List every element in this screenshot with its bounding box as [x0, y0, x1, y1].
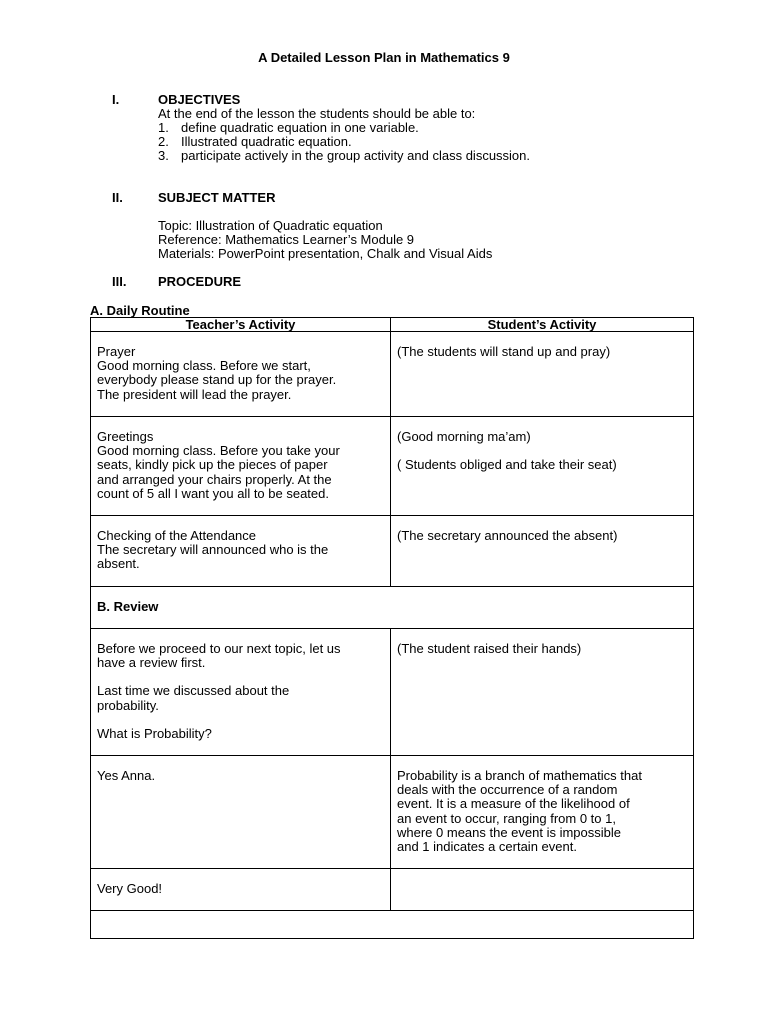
table-row — [91, 417, 694, 516]
prayer-teacher-cell — [91, 332, 391, 417]
objectives-intro: At the end of the lesson the students should be able to: — [158, 106, 476, 121]
very-good-student-cell — [391, 869, 694, 911]
prayer-text: everybody please stand up for the prayer. — [97, 372, 337, 388]
greetings-text: Good morning class. Before you take your — [97, 443, 340, 459]
review-text: have a review first. — [97, 655, 206, 671]
review-question: What is Probability? — [97, 725, 212, 741]
review-text: Last time we discussed about the — [97, 683, 290, 699]
probability-definition: event. It is a measure of the likelihood of — [397, 796, 630, 812]
prayer-label: Prayer — [97, 344, 136, 359]
prayer-text: Good morning class. Before we start, — [97, 358, 311, 374]
greetings-response: ( Students obliged and take their seat) — [397, 457, 617, 473]
review-section-label: B. Review — [91, 587, 694, 629]
procedure-numeral: III. — [112, 274, 127, 289]
anna-student-cell — [391, 756, 694, 869]
attendance-student-cell — [391, 516, 694, 587]
probability-definition: an event to occur, ranging from 0 to 1, — [397, 810, 616, 826]
prayer-text: The president will lead the prayer. — [97, 386, 292, 402]
probability-definition: where 0 means the event is impossible — [397, 824, 622, 840]
review-teacher-cell — [91, 629, 391, 756]
attendance-label: Checking of the Attendance — [97, 528, 257, 543]
probability-definition: Probability is a branch of mathematics that — [397, 768, 642, 783]
attendance-text: The secretary will announced who is the — [97, 542, 329, 558]
greetings-text: seats, kindly pick up the pieces of paper — [97, 457, 328, 473]
subject-matter-heading: SUBJECT MATTER — [158, 190, 276, 205]
review-response: (The student raised their hands) — [397, 641, 582, 656]
table-row — [91, 516, 694, 587]
activity-table — [90, 317, 694, 939]
table-row — [91, 629, 694, 756]
subject-matter-numeral: II. — [112, 190, 123, 205]
objectives-heading: OBJECTIVES — [158, 92, 241, 107]
subject-materials: Materials: PowerPoint presentation, Chalk and Visual Aids — [158, 246, 493, 261]
greetings-response: (Good morning ma’am) — [397, 429, 531, 444]
subject-reference: Reference: Mathematics Learner’s Module 9 — [158, 232, 415, 247]
objective-item: participate actively in the group activity and class discussion. — [181, 148, 531, 163]
prayer-student-cell — [391, 332, 694, 417]
objective-number: 2. — [158, 134, 169, 149]
attendance-response: (The secretary announced the absent) — [397, 528, 618, 543]
daily-routine-label: A. Daily Routine — [90, 303, 190, 318]
procedure-heading: PROCEDURE — [158, 274, 242, 289]
anna-teacher-cell — [91, 756, 391, 869]
review-text: Before we proceed to our next topic, let us — [97, 641, 341, 656]
greetings-teacher-cell — [91, 417, 391, 516]
empty-row-cell — [91, 911, 694, 939]
teacher-activity-header: Teacher’s Activity — [91, 318, 391, 332]
table-row — [91, 332, 694, 417]
attendance-teacher-cell — [91, 516, 391, 587]
student-activity-header: Student’s Activity — [391, 318, 694, 332]
objective-number: 3. — [158, 148, 169, 163]
probability-definition: and 1 indicates a certain event. — [397, 839, 577, 855]
prayer-response: (The students will stand up and pray) — [397, 344, 611, 359]
objective-item: Illustrated quadratic equation. — [181, 134, 352, 149]
greetings-text: count of 5 all I want you all to be seated. — [97, 485, 329, 501]
greetings-label: Greetings — [97, 429, 154, 444]
anna-text: Yes Anna. — [97, 768, 156, 783]
table-row — [91, 756, 694, 869]
probability-definition: deals with the occurrence of a random — [397, 782, 618, 798]
document-title: A Detailed Lesson Plan in Mathematics 9 — [258, 50, 510, 65]
review-text: probability. — [97, 697, 159, 713]
table-row — [91, 911, 694, 939]
attendance-text: absent. — [97, 556, 140, 572]
subject-topic: Topic: Illustration of Quadratic equation — [158, 218, 383, 233]
table-row — [91, 869, 694, 911]
objectives-numeral: I. — [112, 92, 120, 107]
objective-item: define quadratic equation in one variable. — [181, 120, 419, 135]
very-good-teacher-cell — [91, 869, 391, 911]
very-good-text: Very Good! — [97, 881, 163, 896]
objective-number: 1. — [158, 120, 169, 135]
greetings-text: and arranged your chairs properly. At the — [97, 471, 332, 487]
table-row — [91, 587, 694, 629]
review-student-cell — [391, 629, 694, 756]
greetings-student-cell — [391, 417, 694, 516]
